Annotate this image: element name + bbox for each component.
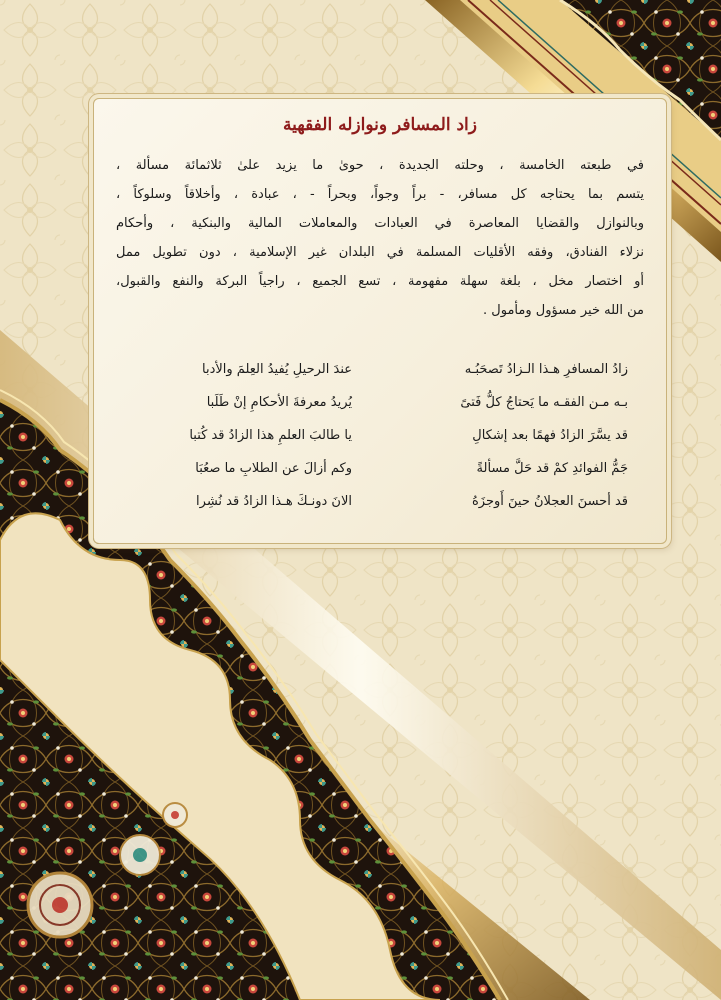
- paragraph-line: في طبعته الخامسة ، وحلته الجديدة ، حوىٰ ما يزيد علىٰ ثلاثمائة مسألة ،: [116, 158, 644, 173]
- poem-verse: [114, 386, 646, 419]
- verse-second-hemistich: يُريدُ معرفةَ الأحكامِ إنْ طَلَبا: [206, 395, 352, 410]
- verse-second-hemistich: عندَ الرحيلِ يُفيدُ العِلمَ والأدبا: [202, 362, 352, 377]
- verse-second-hemistich: وكم أزالَ عن الطلابِ ما صعُبَا: [195, 461, 352, 476]
- poem-verse: [114, 452, 646, 485]
- paragraph-line: نزلاء الفنادق، وفقه الأقليات المسلمة في البلدان غير الإسلامية ، دون تطويل ممل: [116, 245, 644, 260]
- paragraph-line: وبالنوازل والقضايا المعاصرة في العبادات والمعاملات المالية والبنكية ، وأحكام: [116, 216, 644, 231]
- verse-first-hemistich: قد أحسنَ العجلانُ حينَ أَوجزَهُ: [471, 494, 628, 509]
- book-title: زاد المسافر ونوازله الفقهية: [283, 115, 477, 135]
- paragraph-line: يتسم بما يحتاجه كل مسافر، - براً وجواً، وبحراً - ، عبادة ، وأخلاقاً وسلوكاً ،: [116, 187, 644, 202]
- verse-first-hemistich: بـه مـن الفقـه ما يَحتاجُ كلُّ فَتىً: [460, 395, 628, 410]
- text-panel: [93, 98, 667, 544]
- verse-second-hemistich: يا طالبَ العلمِ هذا الزادُ قد كُتبا: [189, 428, 352, 443]
- description-paragraph: [116, 151, 644, 325]
- verse-second-hemistich: الانَ دونـكَ هـذا الزادُ قد نُشِرا: [196, 494, 352, 509]
- verse-first-hemistich: جَمُّ الفوائدِ كمْ قد حَلَّ مسألةً: [476, 461, 628, 476]
- paragraph-line: من الله خير مسؤول ومأمول .: [483, 303, 644, 318]
- poem-verse: [114, 419, 646, 452]
- poem: [114, 353, 646, 518]
- poem-verse: [114, 485, 646, 518]
- poem-verse: [114, 353, 646, 386]
- verse-first-hemistich: زادُ المسافرِ هـذا الـزادُ تَصحَبُـه: [464, 362, 628, 377]
- verse-first-hemistich: قد يسَّرَ الزادُ فهمًا بعد إشكالِ: [472, 428, 628, 443]
- paragraph-line: أو اختصار مخل ، بلغة سهلة مفهومة ، تسع الجميع ، راجياً البركة والنفع والقبول،: [116, 274, 644, 289]
